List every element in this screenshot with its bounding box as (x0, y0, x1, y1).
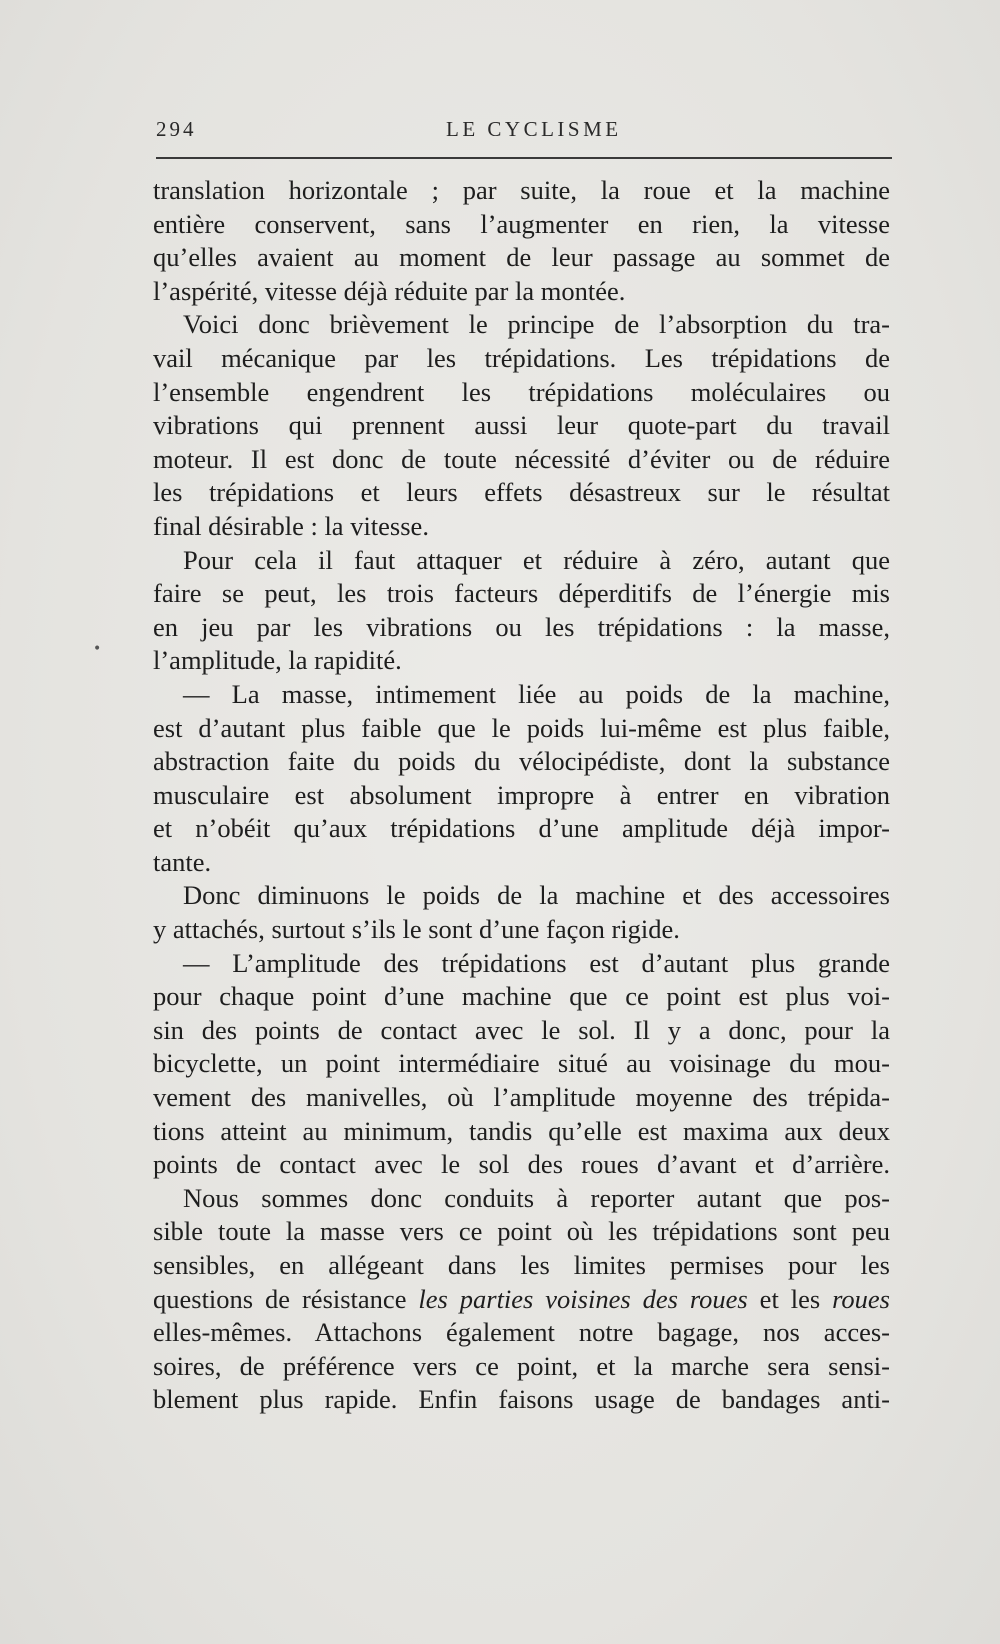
text-line: elles-mêmes. Attachons également notre bagage, nos acces- (153, 1317, 890, 1348)
text-line: final désirable : la vitesse. (153, 510, 429, 541)
text-line: faire se peut, les trois facteurs déperditifs de l’énergie mis (153, 578, 890, 609)
text-line: abstraction faite du poids du vélocipédiste, dont la substance (153, 746, 890, 777)
body-text (153, 174, 890, 1417)
text-line: l’amplitude, la rapidité. (153, 645, 402, 676)
text-line: vement des manivelles, où l’amplitude moyenne des trépida- (153, 1082, 890, 1113)
text-line: translation horizontale ; par suite, la roue et la machine (153, 175, 890, 205)
text-line: sin des points de contact avec le sol. Il y a donc, pour la (153, 1014, 890, 1045)
text-line: qu’elles avaient au moment de leur passage au sommet de (153, 242, 890, 273)
text-fragment: questions de résistance (153, 1283, 419, 1314)
text-line: vibrations qui prennent aussi leur quote-part du travail (153, 410, 890, 441)
text-line: tions atteint au minimum, tandis qu’elle est maxima aux deux (153, 1115, 890, 1146)
text-line: et n’obéit qu’aux trépidations d’une amplitude déjà impor- (153, 813, 890, 844)
text-fragment: et les (747, 1283, 833, 1314)
text-line: Pour cela il faut attaquer et réduire à zéro, autant que (183, 544, 890, 575)
text-line: — La masse, intimement liée au poids de la machine, (183, 678, 890, 709)
text-line: soires, de préférence vers ce point, et la marche sera sensi- (153, 1350, 890, 1381)
text-line: en jeu par les vibrations ou les trépidations : la masse, (153, 611, 890, 642)
text-line: sensibles, en allégeant dans les limites permises pour les (153, 1250, 890, 1280)
text-line-mixed (153, 1283, 890, 1317)
page-number: 294 (156, 117, 197, 141)
italic-fragment: les parties voisines des roues (418, 1283, 748, 1314)
text-line: points de contact avec le sol des roues d’avant et d’arrière. (153, 1149, 890, 1180)
text-line: Donc diminuons le poids de la machine et des accessoires (183, 880, 890, 911)
margin-dot: • (93, 641, 102, 657)
header-rule (156, 157, 892, 159)
text-line: Voici donc brièvement le principe de l’absorption du tra- (183, 309, 890, 340)
text-line: blement plus rapide. Enfin faisons usage de bandages anti- (153, 1384, 890, 1415)
text-line: tante. (153, 846, 212, 877)
italic-fragment: roues (832, 1283, 890, 1314)
text-line: l’aspérité, vitesse déjà réduite par la montée. (153, 275, 626, 306)
text-line: pour chaque point d’une machine que ce point est plus voi- (153, 981, 890, 1012)
text-line: bicyclette, un point intermédiaire situé au voisinage du mou- (153, 1048, 890, 1079)
text-line: sible toute la masse vers ce point où les trépidations sont peu (153, 1216, 890, 1247)
text-line: moteur. Il est donc de toute nécessité d’éviter ou de réduire (153, 443, 890, 474)
text-line: l’ensemble engendrent les trépidations moléculaires ou (153, 376, 890, 407)
text-line: est d’autant plus faible que le poids lui-même est plus faible, (153, 712, 890, 743)
text-line: y attachés, surtout s’ils le sont d’une façon rigide. (153, 914, 680, 945)
text-line: les trépidations et leurs effets désastreux sur le résultat (153, 477, 890, 508)
running-head (156, 113, 892, 147)
text-line: — L’amplitude des trépidations est d’autant plus grande (183, 947, 890, 978)
text-line: entière conservent, sans l’augmenter en rien, la vitesse (153, 208, 890, 239)
text-line: vail mécanique par les trépidations. Les trépidations de (153, 342, 890, 373)
running-title: LE CYCLISME (446, 117, 622, 141)
text-line: musculaire est absolument impropre à entrer en vibration (153, 779, 890, 810)
text-line: Nous sommes donc conduits à reporter autant que pos- (183, 1182, 890, 1213)
